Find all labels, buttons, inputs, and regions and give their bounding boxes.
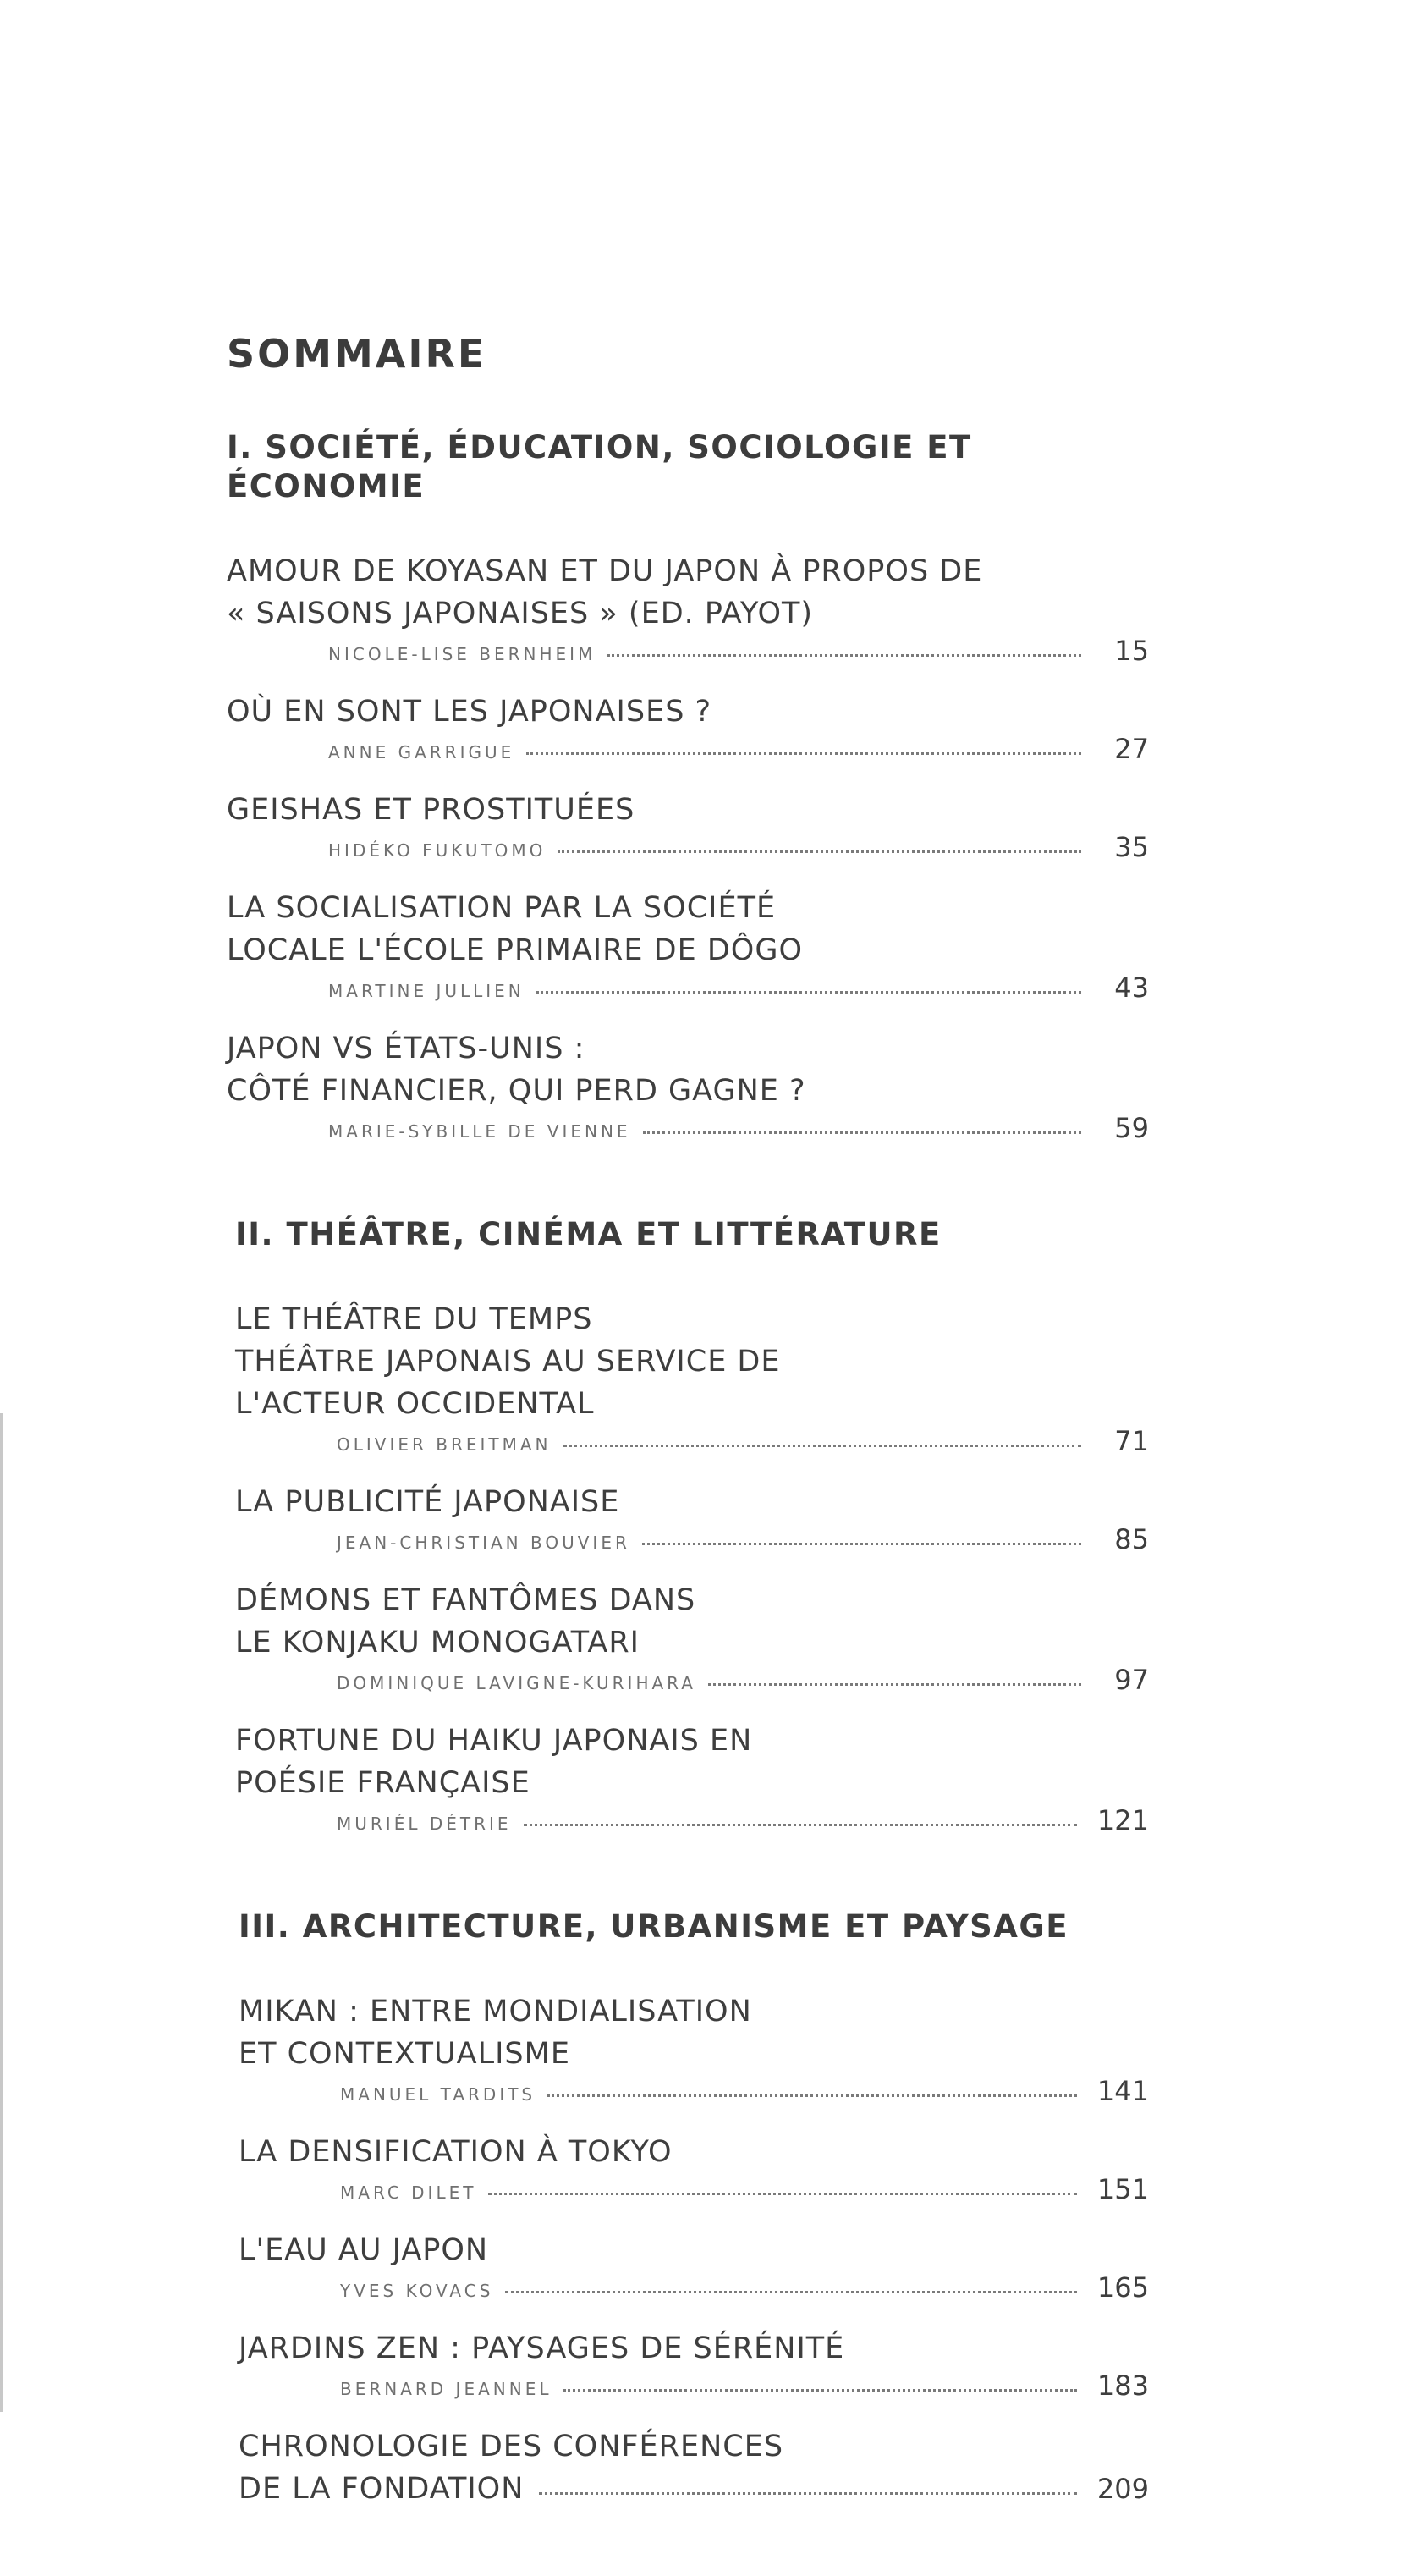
entry-title-line: L'ACTEUR OCCIDENTAL [235,1387,595,1421]
entry-title [227,1027,1149,1112]
entry-author: OLIVIER BREITMAN [337,1434,552,1455]
dot-leader [607,654,1081,657]
author-row [337,1804,1149,1841]
entry-author: MURIÉL DÉTRIE [337,1814,512,1834]
dot-leader [526,752,1081,755]
entry-title-line: POÉSIE FRANÇAISE [235,1766,530,1800]
page-number: 59 [1114,1112,1149,1144]
entry-title-line: LA DENSIFICATION À TOKYO [239,2135,673,2169]
entry-title [227,550,1149,635]
entry-title [235,1298,1149,1425]
dot-leader [708,1683,1081,1686]
author-row [328,972,1149,1009]
entry-title-line: LE KONJAKU MONOGATARI [235,1626,640,1660]
entry-title-line: LA PUBLICITÉ JAPONAISE [235,1485,620,1519]
entry-author: ANNE GARRIGUE [328,742,515,762]
dot-leader [558,850,1081,853]
entry-author: JEAN-CHRISTIAN BOUVIER [337,1533,630,1553]
entry-title-line: THÉÂTRE JAPONAIS AU SERVICE DE [235,1345,781,1379]
section-2 [227,1215,1149,1841]
page-edge-shadow [0,1413,3,2412]
section-title: III. ARCHITECTURE, URBANISME ET PAYSAGE [239,1908,1069,1945]
entry-title-line: LA SOCIALISATION PAR LA SOCIÉTÉ [227,891,777,925]
author-row [337,1425,1149,1462]
toc-entry[interactable] [227,691,1149,770]
toc-entry[interactable] [227,789,1149,868]
entry-author: NICOLE-LISE BERNHEIM [328,644,596,664]
section-title: II. THÉÂTRE, CINÉMA ET LITTÉRATURE [235,1216,942,1252]
entry-author: MARTINE JULLIEN [328,981,525,1001]
author-row [340,2271,1149,2309]
page-number: 35 [1114,831,1149,863]
section-title-line: I. SOCIÉTÉ, ÉDUCATION, SOCIOLOGIE ET [227,429,972,465]
dot-leader [524,1824,1077,1826]
toc-title: SOMMAIRE [227,331,487,377]
entry-author: YVES KOVACS [340,2281,494,2301]
author-row [328,733,1149,770]
author-row [337,1664,1149,1701]
page-number: 43 [1114,972,1149,1004]
page-number: 141 [1096,2075,1149,2107]
table-of-contents [227,330,1149,2576]
page-number: 209 [1096,2473,1149,2505]
page-number: 15 [1114,635,1149,667]
dot-leader [563,2389,1076,2392]
entry-title-line: DE LA FONDATION [239,2472,525,2506]
toc-entry[interactable] [227,550,1149,672]
toc-entry[interactable] [235,1481,1149,1560]
dot-leader [643,1131,1081,1134]
toc-entry[interactable] [239,2327,1149,2407]
author-row [328,1112,1149,1149]
entry-title [227,789,1149,831]
page-number: 27 [1114,733,1149,765]
section-title [227,428,1073,506]
section-title-line: ÉCONOMIE [227,468,426,504]
section-3 [227,1907,1149,2510]
entry-title-line: L'EAU AU JAPON [239,2233,489,2267]
entry-title [235,1579,1149,1664]
entry-title [239,2425,1149,2468]
entry-title-line: JAPON VS ÉTATS-UNIS : [227,1032,585,1065]
toc-entry[interactable] [239,2229,1149,2309]
entry-title [227,691,1149,733]
author-row [340,2075,1149,2112]
toc-entry[interactable] [235,1298,1149,1462]
dot-leader [539,2492,1077,2495]
entry-author: MARC DILET [340,2182,477,2203]
toc-entry[interactable] [227,1027,1149,1149]
entry-title [239,2229,1149,2271]
toc-entry[interactable] [239,1990,1149,2112]
entry-title-line: « SAISONS JAPONAISES » (ED. PAYOT) [227,597,814,630]
entry-title [235,1720,1149,1804]
author-row [337,1523,1149,1560]
section-1 [227,428,1149,1149]
dot-leader [642,1543,1081,1545]
entry-title-line: GEISHAS ET PROSTITUÉES [227,793,635,827]
entry-author: HIDÉKO FUKUTOMO [328,840,547,861]
toc-entry[interactable] [235,1579,1149,1701]
dot-leader [505,2291,1077,2293]
dot-leader [547,2094,1077,2097]
page-number: 165 [1096,2271,1149,2304]
entry-title-line: JARDINS ZEN : PAYSAGES DE SÉRÉNITÉ [239,2331,845,2365]
entry-title-line: OÙ EN SONT LES JAPONAISES ? [227,695,712,729]
entry-title-line: DÉMONS ET FANTÔMES DANS [235,1583,696,1617]
page-number: 151 [1096,2173,1149,2205]
entry-title-line: ET CONTEXTUALISME [239,2037,570,2071]
author-row [328,831,1149,868]
page-number: 85 [1114,1523,1149,1555]
dot-leader [536,991,1081,994]
entry-author: MARIE-SYBILLE DE VIENNE [328,1121,631,1142]
toc-entry[interactable] [239,2131,1149,2210]
entry-title-line: LE THÉÂTRE DU TEMPS [235,1302,593,1336]
entry-title [239,2327,1149,2370]
page-number: 71 [1114,1425,1149,1457]
entry-title-line: LOCALE L'ÉCOLE PRIMAIRE DE DÔGO [227,933,804,967]
entry-author: BERNARD JEANNEL [340,2379,552,2399]
entry-title [227,887,1149,972]
page-number: 121 [1096,1804,1149,1836]
final-row [239,2468,1149,2510]
toc-entry[interactable] [227,887,1149,1009]
toc-entry-final[interactable] [239,2425,1149,2510]
dot-leader [488,2193,1076,2195]
entry-title [239,1990,1149,2075]
entry-author: DOMINIQUE LAVIGNE-KURIHARA [337,1673,696,1693]
page-number: 183 [1096,2370,1149,2402]
entry-author: MANUEL TARDITS [340,2084,536,2105]
entry-title-line: MIKAN : ENTRE MONDIALISATION [239,1995,752,2028]
author-row [328,635,1149,672]
author-row [340,2173,1149,2210]
entry-title-line: AMOUR DE KOYASAN ET DU JAPON À PROPOS DE [227,554,983,588]
dot-leader [563,1445,1081,1447]
entry-title-line: FORTUNE DU HAIKU JAPONAIS EN [235,1724,753,1758]
entry-title [235,1481,1149,1523]
entry-title-line: CHRONOLOGIE DES CONFÉRENCES [239,2430,784,2463]
author-row [340,2370,1149,2407]
page-number: 97 [1114,1664,1149,1696]
entry-title [239,2131,1149,2173]
toc-entry[interactable] [235,1720,1149,1841]
entry-title-line: CÔTÉ FINANCIER, QUI PERD GAGNE ? [227,1074,806,1108]
